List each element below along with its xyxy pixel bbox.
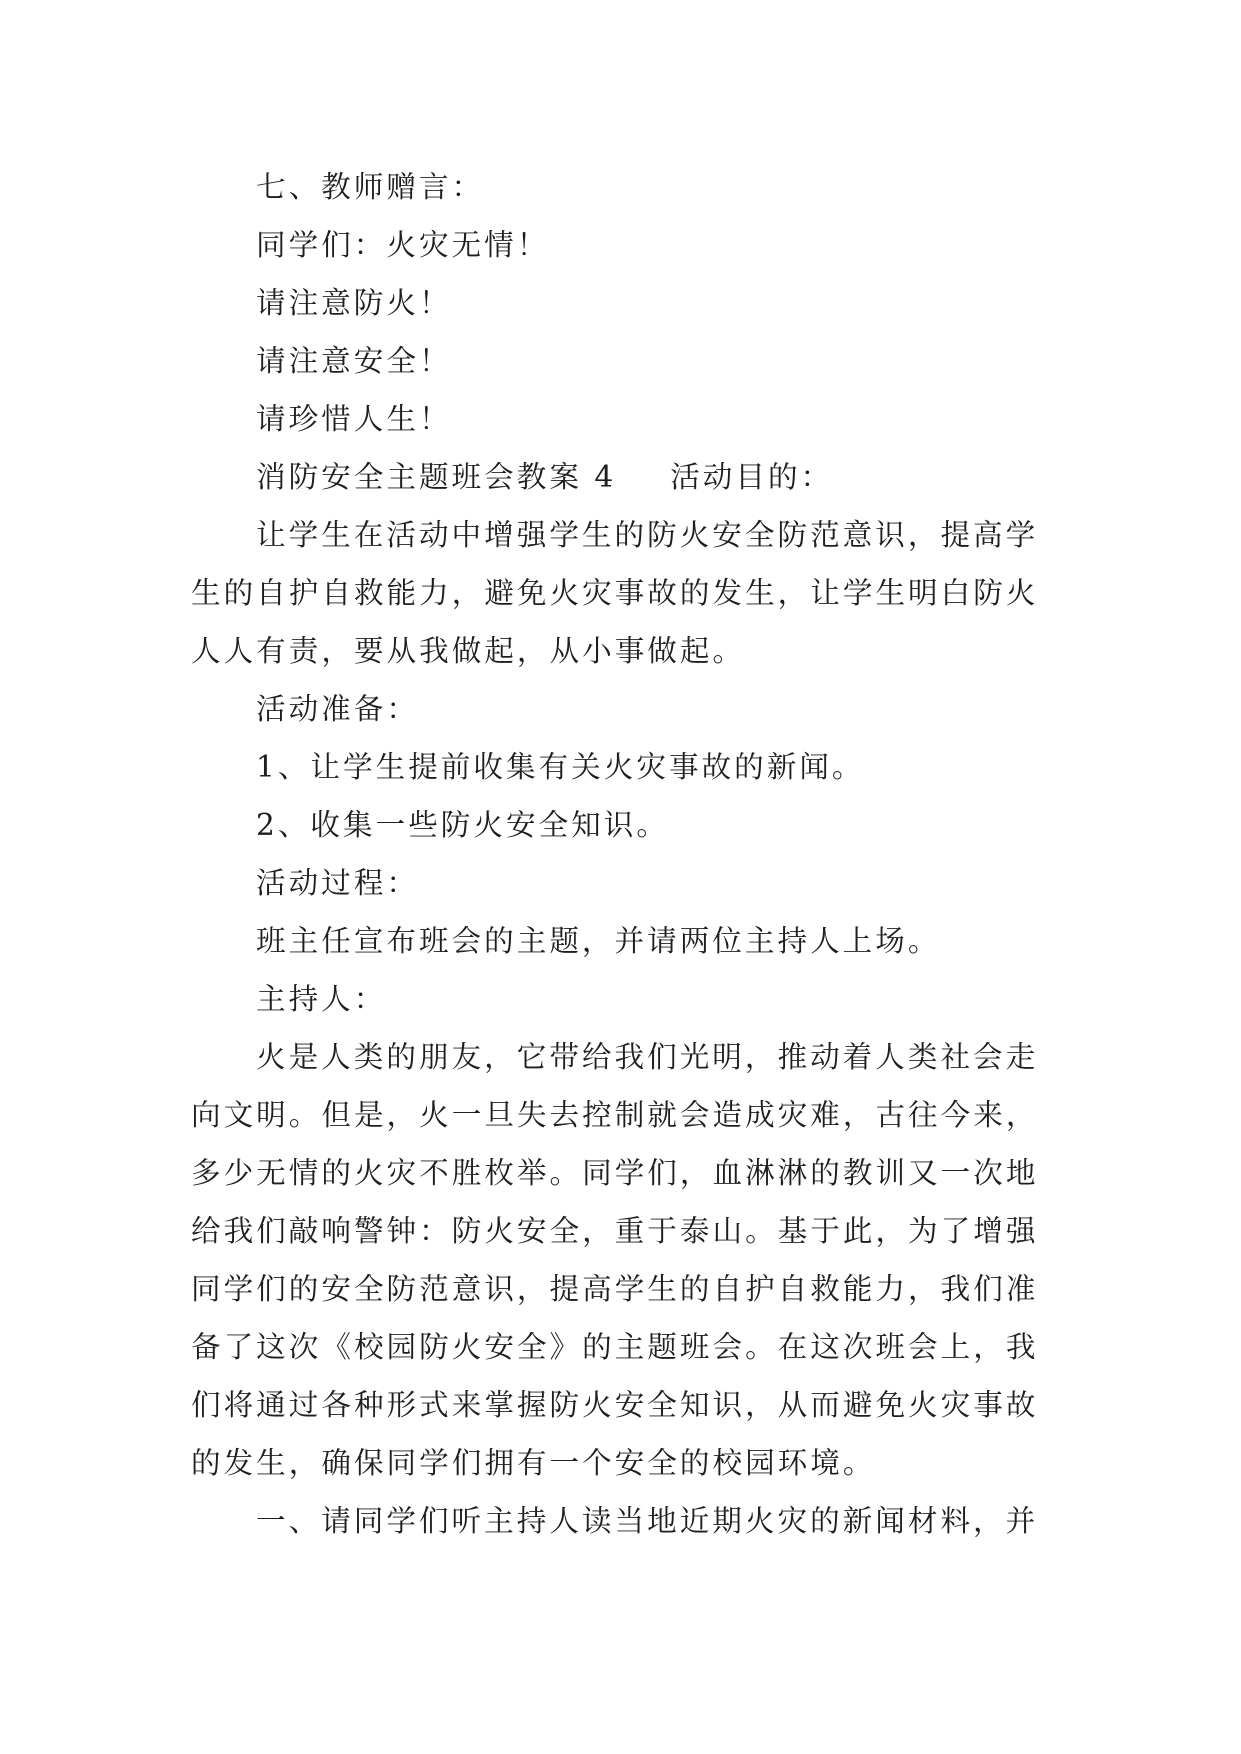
message-line: 请珍惜人生！ [256, 402, 452, 436]
paragraph-line: 多少无情的火灾不胜枚举。同学们，血淋淋的教训又一次地 [191, 1156, 1039, 1190]
message-line: 同学们：火灾无情！ [256, 228, 550, 262]
prep-item: 2、收集一些防火安全知识。 [256, 808, 669, 842]
paragraph-line: 让学生在活动中增强学生的防火安全防范意识，提高学 [256, 518, 1039, 552]
paragraph-line: 备了这次《校园防火安全》的主题班会。在这次班会上，我 [191, 1330, 1039, 1364]
plan-title: 消防安全主题班会教案 4 [256, 460, 617, 494]
prep-heading: 活动准备： [256, 692, 419, 726]
purpose-heading: 活动目的： [670, 460, 834, 494]
paragraph-line: 人人有责，要从我做起，从小事做起。 [191, 634, 746, 668]
paragraph-line: 生的自护自救能力，避免火灾事故的发生，让学生明白防火 [191, 576, 1039, 610]
paragraph-line: 一、请同学们听主持人读当地近期火灾的新闻材料，并 [256, 1504, 1039, 1538]
message-line: 请注意防火！ [256, 286, 452, 320]
paragraph-line: 同学们的安全防范意识，提高学生的自护自救能力，我们准 [191, 1272, 1039, 1306]
process-intro: 班主任宣布班会的主题，并请两位主持人上场。 [256, 924, 941, 958]
section-heading-teacher-message: 七、教师赠言： [256, 170, 485, 204]
process-heading: 活动过程： [256, 866, 419, 900]
prep-item: 1、让学生提前收集有关火灾事故的新闻。 [256, 750, 865, 784]
paragraph-line: 的发生，确保同学们拥有一个安全的校园环境。 [191, 1446, 876, 1480]
plan-title-line [256, 457, 833, 497]
host-label: 主持人： [256, 982, 387, 1016]
paragraph-line: 们将通过各种形式来掌握防火安全知识，从而避免火灾事故 [191, 1388, 1039, 1422]
message-line: 请注意安全！ [256, 344, 452, 378]
paragraph-line: 向文明。但是，火一旦失去控制就会造成灾难，古往今来， [191, 1098, 1039, 1132]
paragraph-line: 给我们敲响警钟：防火安全，重于泰山。基于此，为了增强 [191, 1214, 1039, 1248]
paragraph-line: 火是人类的朋友，它带给我们光明，推动着人类社会走 [256, 1040, 1039, 1074]
